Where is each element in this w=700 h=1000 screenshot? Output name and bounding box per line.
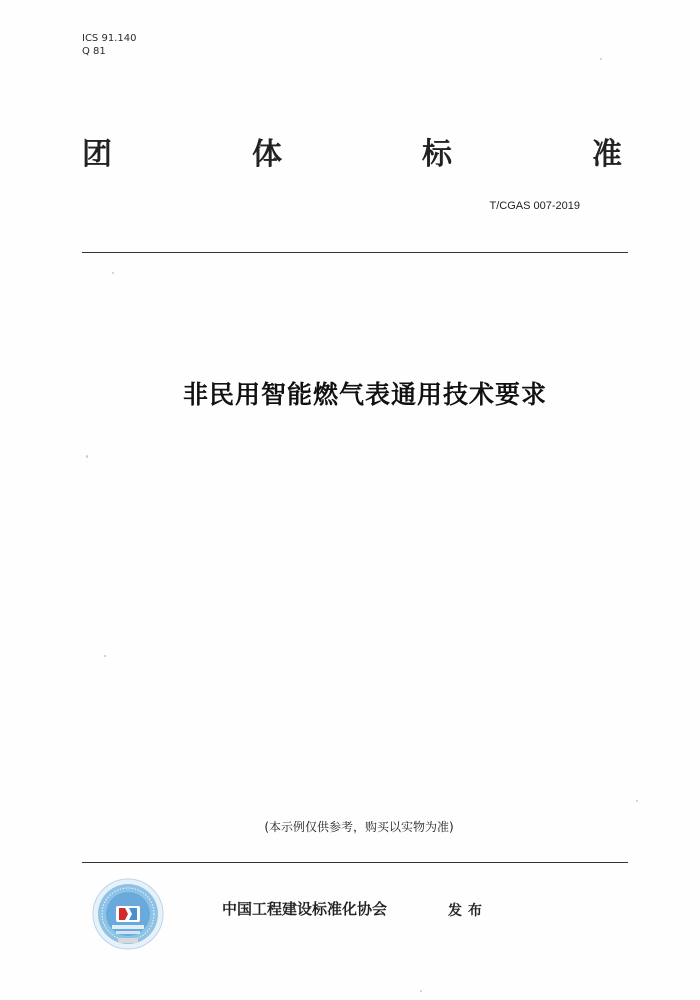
ics-code: ICS 91.140 — [82, 33, 137, 44]
standard-type-heading — [82, 135, 622, 175]
bottom-divider — [82, 862, 628, 863]
scan-speck — [420, 990, 422, 992]
scan-speck — [112, 272, 114, 274]
scan-speck — [636, 800, 638, 802]
standard-type-char: 标 — [422, 137, 452, 172]
classification-codes — [82, 32, 136, 58]
publish-label: 发布 — [448, 903, 488, 919]
standard-type-char: 团 — [82, 137, 112, 172]
scan-speck — [86, 455, 88, 458]
sample-note: (本示例仅供参考，购买以实物为准) — [264, 820, 454, 834]
ccs-code: Q 81 — [82, 46, 106, 57]
scan-speck — [600, 58, 602, 60]
top-divider — [82, 252, 628, 253]
scan-speck — [104, 655, 106, 657]
standard-type-char: 体 — [252, 137, 282, 172]
document-title: 非民用智能燃气表通用技术要求 — [182, 380, 547, 409]
publisher-name: 中国工程建设标准化协会 — [222, 900, 388, 918]
standard-type-char: 准 — [592, 137, 622, 172]
standard-number: T/CGAS 007-2019 — [489, 200, 580, 212]
certification-seal-icon — [92, 878, 164, 950]
